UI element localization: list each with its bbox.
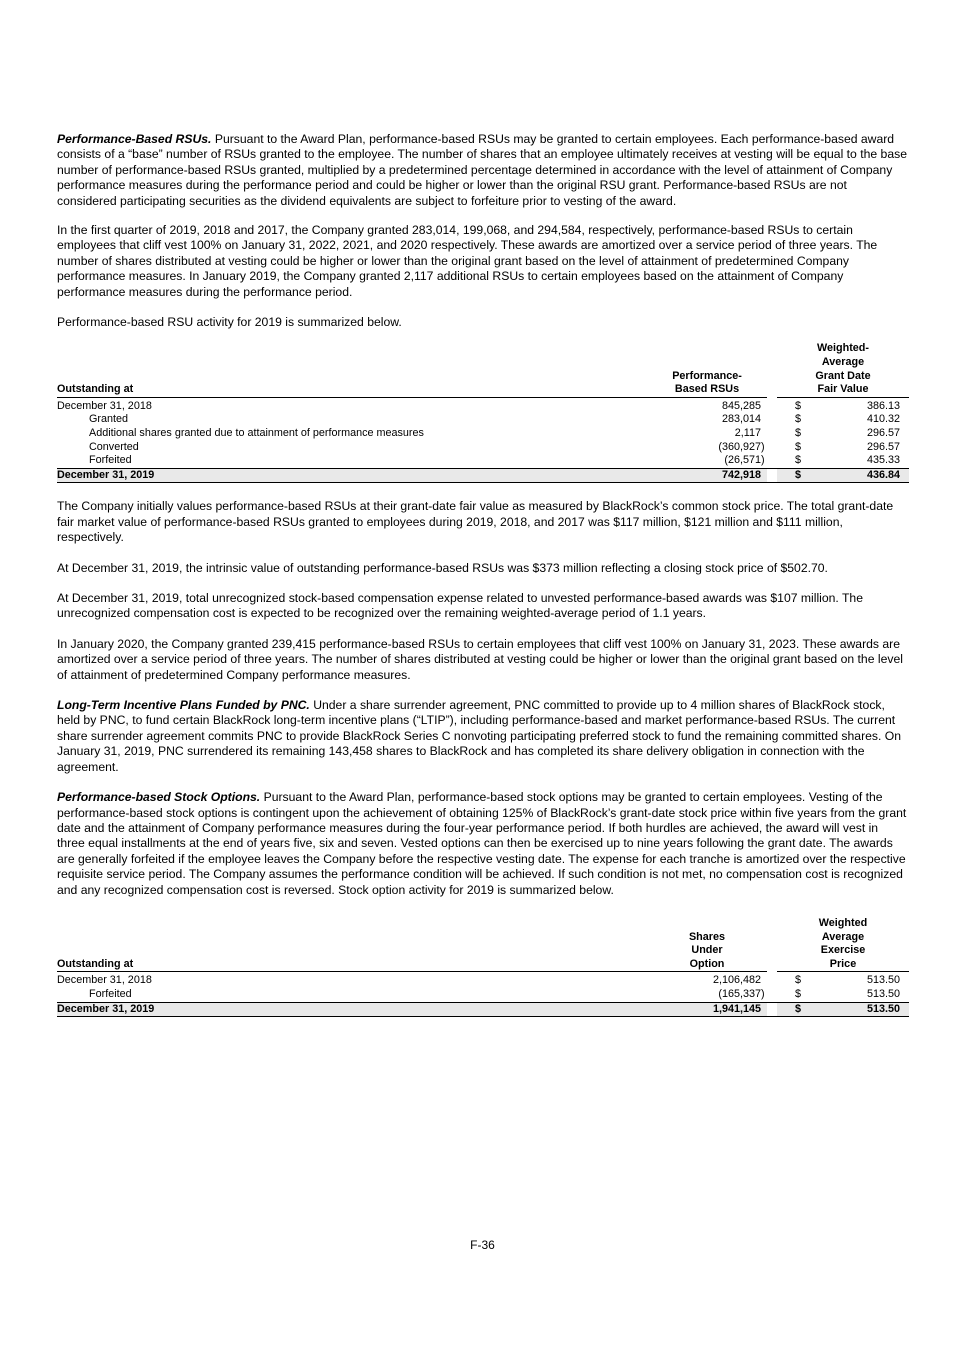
paragraph-january-2020: In January 2020, the Company granted 239,415 performance-based RSUs to certain employees that cliff vest 100% on January 31, 2023. These awards are amortized over a service period of three years. The number of shares distributed at vesting could be higher or lower than the original grant based on the level of attainment of predetermined Company performance measures. [57, 636, 903, 682]
units-value: (360,927 [718, 440, 761, 453]
column-header-outstanding: Outstanding at [57, 917, 647, 972]
table-row [57, 441, 909, 455]
row-value: 513.50 [866, 987, 900, 1000]
row-label: Granted [89, 413, 129, 426]
column-header-units [647, 342, 767, 397]
row-units [647, 972, 767, 988]
units-value: 2,117 [734, 427, 761, 440]
row-label: Converted [89, 440, 139, 453]
row-units [647, 441, 767, 455]
page-number: F-36 [470, 1238, 495, 1252]
row-label: December 31, 2018 [57, 974, 152, 987]
paragraph-text: Pursuant to the Award Plan, performance-based RSUs may be granted to certain employees. Each performance-based award consists of a “base” number of RSUs granted to the employee. The number of shares that an employee ultimately receives at vesting will be equal to the base number of performance-based RSUs granted, multiplied by a predetermined percentage determined in accordance with the level of attainment of Company performance measures during the performance period and could be higher or lower than the original RSU grant. Performance-based RSUs are not considered participating securities as the dividend equivalents are subject to forfeiture prior to vesting of the award. [57, 132, 907, 208]
paragraph-unrecognized-expense: At December 31, 2019, total unrecognized stock-based compensation expense related to unvested performance-based awards was $107 million. The unrecognized compensation cost is expected to be recognized over the remaining weighted-average period of 1.1 years. [57, 591, 863, 621]
row-label: December 31, 2018 [57, 399, 152, 412]
units-value: 845,285 [721, 399, 761, 412]
header-line: Exercise [820, 944, 866, 957]
units-value: 1,941,145 [712, 1002, 761, 1015]
table-row [57, 427, 909, 441]
paragraph-stock-options [57, 790, 909, 898]
page-content [57, 132, 909, 1017]
row-value: 410.32 [866, 413, 900, 426]
row-units [647, 413, 767, 427]
dollar-sign: $ [795, 440, 802, 453]
table-row [57, 988, 909, 1002]
header-line: Under [691, 944, 723, 957]
close-paren: ) [761, 454, 765, 467]
paragraph-intrinsic-value: At December 31, 2019, the intrinsic value of outstanding performance-based RSUs was $373 million reflecting a closing stock price of $502.70. [57, 560, 828, 575]
dollar-sign: $ [795, 987, 802, 1000]
paragraph-fair-value: The Company initially values performance-based RSUs at their grant-date fair value as measured by BlackRock’s common stock price. The total grant-date fair market value of performance-based RSUs granted to employees during 2019, 2018, and 2017 was $117 million, $121 million and $111 million, respectively. [57, 499, 894, 545]
units-value: 2,106,482 [712, 974, 761, 987]
header-line: Based RSUs [674, 383, 740, 396]
column-header-outstanding: Outstanding at [57, 342, 647, 397]
row-value: 296.57 [866, 440, 900, 453]
header-line: Weighted [818, 916, 868, 929]
paragraph-lead: Performance-based Stock Options. [57, 790, 261, 805]
dollar-sign: $ [795, 974, 802, 987]
units-value: (165,337 [718, 987, 761, 1000]
row-value: 386.13 [866, 399, 900, 412]
dollar-sign: $ [795, 413, 802, 426]
units-value: 742,918 [721, 468, 761, 481]
row-label: Additional shares granted due to attainment of performance measures [89, 427, 424, 440]
paragraph-text: Under a share surrender agreement, PNC committed to provide up to 4 million shares of BlackRock stock, held by PNC, to fund certain BlackRock long-term incentive plans (“LTIP”), including performance-based and market performance-based RSUs. The current share surrender agreement commits PNC to provide BlackRock Series C nonvoting participating preferred stock to fund the remaining committed shares. On January 31, 2019, PNC surrendered its remaining 143,458 shares to BlackRock and has completed its share delivery obligation in connection with the agreement. [57, 698, 902, 774]
row-label: December 31, 2019 [57, 1002, 647, 1017]
stock-option-activity-table [57, 917, 909, 1017]
header-line: Grant Date [815, 369, 871, 382]
paragraph-performance-based-rsus [57, 132, 909, 209]
row-units [647, 454, 767, 468]
dollar-sign: $ [795, 399, 802, 412]
table-row-total [57, 1002, 909, 1017]
units-value: (26,571 [724, 454, 761, 467]
table-row [57, 454, 909, 468]
row-label: Forfeited [89, 454, 132, 467]
dollar-sign: $ [795, 427, 802, 440]
row-units [647, 427, 767, 441]
paragraph-lead: Performance-Based RSUs. [57, 132, 212, 146]
row-value: 435.33 [866, 454, 900, 467]
header-line: Average [821, 930, 865, 943]
paragraph-table1-intro: Performance-based RSU activity for 2019 is summarized below. [57, 315, 402, 330]
row-value: 436.84 [809, 468, 909, 483]
header-line: Weighted- [817, 342, 869, 355]
row-units [647, 397, 767, 413]
row-label: Forfeited [89, 987, 132, 1000]
column-header-shares [647, 917, 767, 972]
header-line: Shares [688, 930, 725, 943]
header-line: Average [821, 356, 865, 369]
table-row [57, 972, 909, 988]
paragraph-text: Pursuant to the Award Plan, performance-based stock options may be granted to certain employees. Vesting of the performance-based stock options is contingent upon the achievement of obtaining 125% of BlackRock’s grant-date stock price within five years from the grant date and the attainment of Company performance measures during the four-year performance period. If both hurdles are achieved, the award will vest in three equal installments at the end of years five, six and seven. Vested options can then be exercised up to nine years following the grant date. The awards are generally forfeited if the employee leaves the Company before the respective vesting date. The expense for each tranche is amortized over the respective requisite service period. The Company assumes the performance condition will be achieved. If such condition is not met, no compensation cost is recognized and any recognized compensation cost is reversed. Stock option activity for 2019 is summarized below. [57, 790, 907, 897]
row-units [647, 468, 767, 483]
dollar-sign: $ [777, 1002, 809, 1017]
row-value: 296.57 [866, 427, 900, 440]
row-value: 513.50 [866, 974, 900, 987]
column-header-value [777, 342, 909, 397]
row-label: December 31, 2019 [57, 468, 647, 483]
table-row [57, 397, 909, 413]
row-units [647, 1002, 767, 1017]
column-header-price [777, 917, 909, 972]
paragraph-grants: In the first quarter of 2019, 2018 and 2017, the Company granted 283,014, 199,068, and 294,584, respectively, performance-based RSUs to certain employees that cliff vest 100% on January 31, 2022, 2021, and 2020 respectively. These awards are amortized over a service period of three years. The number of shares distributed at vesting could be higher or lower than the original grant based on the level of attainment of predetermined Company performance measures. In January 2019, the Company granted 2,117 additional RSUs to certain employees based on the attainment of Company performance measures during the performance period. [57, 223, 878, 299]
dollar-sign: $ [777, 468, 809, 483]
close-paren: ) [761, 987, 765, 1000]
header-line: Option [689, 957, 725, 970]
table-row [57, 413, 909, 427]
rsu-activity-table [57, 342, 909, 483]
header-line: Performance- [672, 369, 742, 382]
header-line: Price [829, 957, 857, 970]
dollar-sign: $ [795, 454, 802, 467]
row-value: 513.50 [809, 1002, 909, 1017]
paragraph-ltip-pnc [57, 698, 909, 775]
paragraph-lead: Long-Term Incentive Plans Funded by PNC. [57, 698, 310, 713]
close-paren: ) [761, 440, 765, 453]
header-line: Fair Value [817, 383, 869, 396]
units-value: 283,014 [721, 413, 761, 426]
row-units [647, 988, 767, 1002]
table-row-total [57, 468, 909, 483]
